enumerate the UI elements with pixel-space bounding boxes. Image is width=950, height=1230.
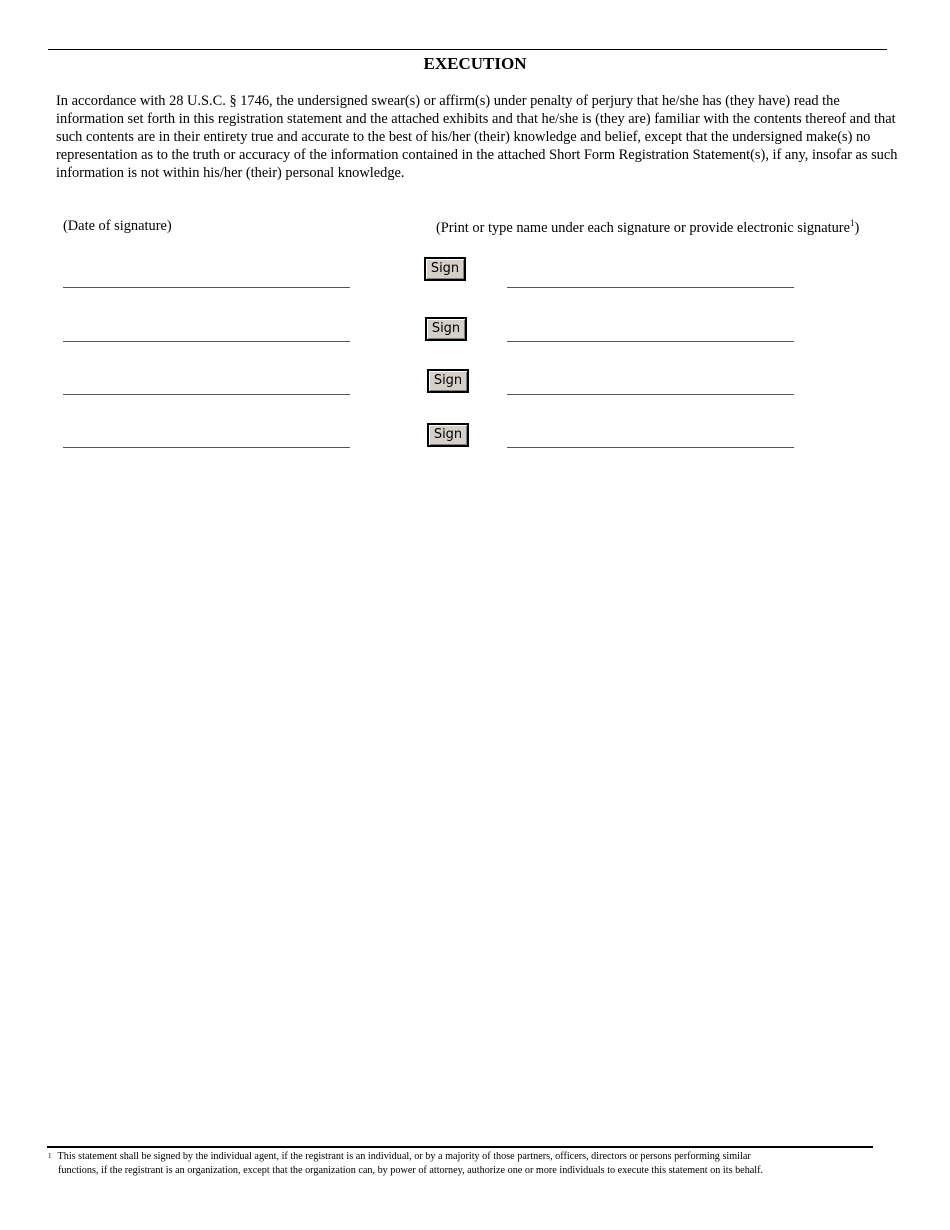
date-signature-line[interactable]	[63, 394, 350, 395]
name-column-label	[436, 218, 859, 237]
footnote-line-2: functions, if the registrant is an organization, except that the organization can, by power of attorney, authorize one or more individuals to execute this statement on its behalf.	[58, 1164, 764, 1176]
date-signature-line[interactable]	[63, 447, 350, 448]
footnote-line-1: This statement shall be signed by the individual agent, if the registrant is an individual, or by a majority of those partners, officers, directors or persons performing similar	[57, 1151, 751, 1162]
footnote-ref: 1	[849, 218, 855, 228]
page-title: EXECUTION	[423, 54, 527, 73]
name-signature-line[interactable]	[507, 447, 794, 448]
top-rule	[48, 49, 887, 50]
date-signature-line[interactable]	[63, 287, 350, 288]
sign-button[interactable]: Sign	[424, 257, 466, 281]
execution-statement: In accordance with 28 U.S.C. § 1746, the undersigned swear(s) or affirm(s) under penalty of perjury that he/she has (they have) read the information set forth in this registration statement and the attached exhibits and that he/she is (they are) familiar with the contents thereof and that such contents are in their entirety true and accurate to the best of his/her (their) knowledge and belief, except that the undersigned make(s) no representation as to the truth or accuracy of the information contained in the attached Short Form Registration Statement(s), if any, insofar as such information is not within his/her (their) personal knowledge.	[56, 93, 898, 181]
name-signature-line[interactable]	[507, 287, 794, 288]
name-label-text: (Print or type name under each signature or provide electronic signature	[436, 219, 850, 236]
name-signature-line[interactable]	[507, 341, 794, 342]
footnote-rule	[47, 1146, 873, 1148]
footnote-marker: 1	[48, 1152, 52, 1160]
sign-button[interactable]: Sign	[427, 369, 469, 393]
date-column-label: (Date of signature)	[63, 218, 172, 234]
sign-button[interactable]: Sign	[427, 423, 469, 447]
date-signature-line[interactable]	[63, 341, 350, 342]
sign-button[interactable]: Sign	[425, 317, 467, 341]
name-label-close: )	[854, 219, 860, 236]
name-signature-line[interactable]	[507, 394, 794, 395]
footnote	[48, 1150, 888, 1177]
